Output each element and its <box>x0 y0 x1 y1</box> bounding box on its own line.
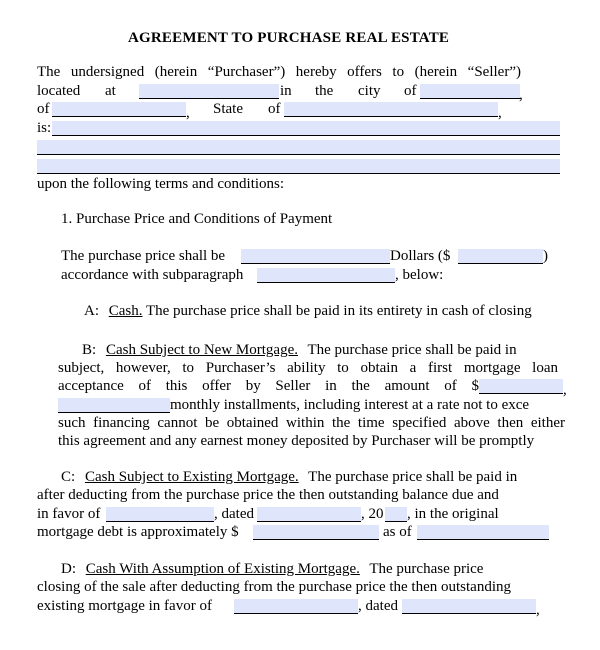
intro-word: “Seller”) <box>467 64 521 80</box>
in-favor-label: in favor of <box>37 506 101 522</box>
intro-word: undersigned <box>70 64 145 80</box>
section-heading: 1. Purchase Price and Conditions of Payment <box>61 211 333 227</box>
dated-label: , dated <box>214 506 254 522</box>
option-a <box>84 302 532 320</box>
city-field[interactable] <box>420 84 520 99</box>
option-label: A: <box>84 303 99 319</box>
comma: , <box>563 382 567 398</box>
of-label: of <box>404 83 417 99</box>
mortgage-amount-field[interactable] <box>479 379 563 394</box>
of-label: of <box>37 101 50 117</box>
intro-word: offers <box>347 64 382 80</box>
intro-word: The <box>37 64 61 80</box>
option-c-line-1 <box>61 468 517 486</box>
option-d-line-1 <box>61 560 483 578</box>
dollars-label: Dollars ($ <box>390 248 451 264</box>
address-field[interactable] <box>139 84 279 99</box>
monthly-installments-field[interactable] <box>58 398 170 413</box>
option-b-line-4: monthly installments, including interest at a rate not to exce <box>170 397 530 413</box>
comma: , <box>519 87 523 103</box>
original-label: , in the original <box>407 506 499 522</box>
year-label: , 20 <box>361 506 384 522</box>
intro-word: (herein <box>414 64 458 80</box>
option-b-line-2: subject, however, to Purchaser’s ability to obtain a first mortgage loan <box>58 360 558 376</box>
intro-word: to <box>392 64 405 80</box>
intro-word: (herein <box>154 64 198 80</box>
located-label: located <box>37 83 81 99</box>
comma: , <box>536 602 540 618</box>
option-label: D: <box>61 561 76 577</box>
accordance-text: accordance with subparagraph <box>61 267 244 283</box>
is-label: is: <box>37 120 52 136</box>
option-text: The purchase price shall be paid in <box>308 469 518 485</box>
option-title: Cash Subject to Existing Mortgage. <box>84 469 299 485</box>
option-b-line-1 <box>82 341 517 359</box>
option-title: Cash. <box>108 303 143 319</box>
purchase-price-amount-field[interactable] <box>458 249 543 264</box>
legal-description-field[interactable] <box>37 140 560 155</box>
state-label: State <box>213 101 243 117</box>
the-label: the <box>315 83 334 99</box>
option-title: Cash Subject to New Mortgage. <box>105 342 298 358</box>
mortgagee-field[interactable] <box>106 507 214 522</box>
mortgage-debt-field[interactable] <box>253 525 379 540</box>
intro-word: hereby <box>295 64 337 80</box>
county-field[interactable] <box>52 102 186 117</box>
comma: , <box>186 105 190 121</box>
comma: , <box>498 105 502 121</box>
as-of-date-field[interactable] <box>417 525 549 540</box>
option-text: The purchase price shall be paid in its entirety in cash of closing <box>145 303 532 319</box>
city-label: city <box>358 83 381 99</box>
purchase-price-words-field[interactable] <box>241 249 390 264</box>
option-label: B: <box>82 342 97 358</box>
option-b-line-6: this agreement and any earnest money deposited by Purchaser will be promptly <box>58 433 535 449</box>
existing-mortgage-date-field[interactable] <box>402 599 536 614</box>
existing-mortgagee-field[interactable] <box>234 599 358 614</box>
option-text: The purchase price <box>369 561 484 577</box>
option-b-line-5: such financing cannot be obtained within the time specified above then either <box>58 415 565 431</box>
intro-line-1 <box>37 63 521 81</box>
option-b-line-3: acceptance of this offer by Seller in the amount of $ <box>58 378 479 394</box>
close-paren: ) <box>543 248 548 264</box>
subparagraph-field[interactable] <box>257 268 395 283</box>
mortgage-year-field[interactable] <box>385 507 407 522</box>
in-label: in <box>280 83 292 99</box>
document-title: AGREEMENT TO PURCHASE REAL ESTATE <box>128 30 450 46</box>
intro-word: “Purchaser”) <box>207 64 286 80</box>
terms-line: upon the following terms and conditions: <box>37 176 285 192</box>
option-d-line-2: closing of the sale after deducting from the purchase price the then outstanding <box>37 579 512 595</box>
at-label: at <box>105 83 116 99</box>
price-text: The purchase price shall be <box>61 248 226 264</box>
below-text: , below: <box>395 267 444 283</box>
in-favor-label: existing mortgage in favor of <box>37 598 212 614</box>
as-of-label: as of <box>383 524 412 540</box>
state-field[interactable] <box>284 102 498 117</box>
option-c-line-2: after deducting from the purchase price the then outstanding balance due and <box>37 487 499 503</box>
option-text: The purchase price shall be paid in <box>307 342 517 358</box>
option-label: C: <box>61 469 76 485</box>
mortgage-date-field[interactable] <box>257 507 361 522</box>
legal-description-field[interactable] <box>37 159 560 174</box>
of-label: of <box>268 101 281 117</box>
legal-description-field[interactable] <box>52 121 560 136</box>
approx-label: mortgage debt is approximately $ <box>37 524 239 540</box>
option-title: Cash With Assumption of Existing Mortgage. <box>85 561 360 577</box>
dated-label: , dated <box>358 598 398 614</box>
